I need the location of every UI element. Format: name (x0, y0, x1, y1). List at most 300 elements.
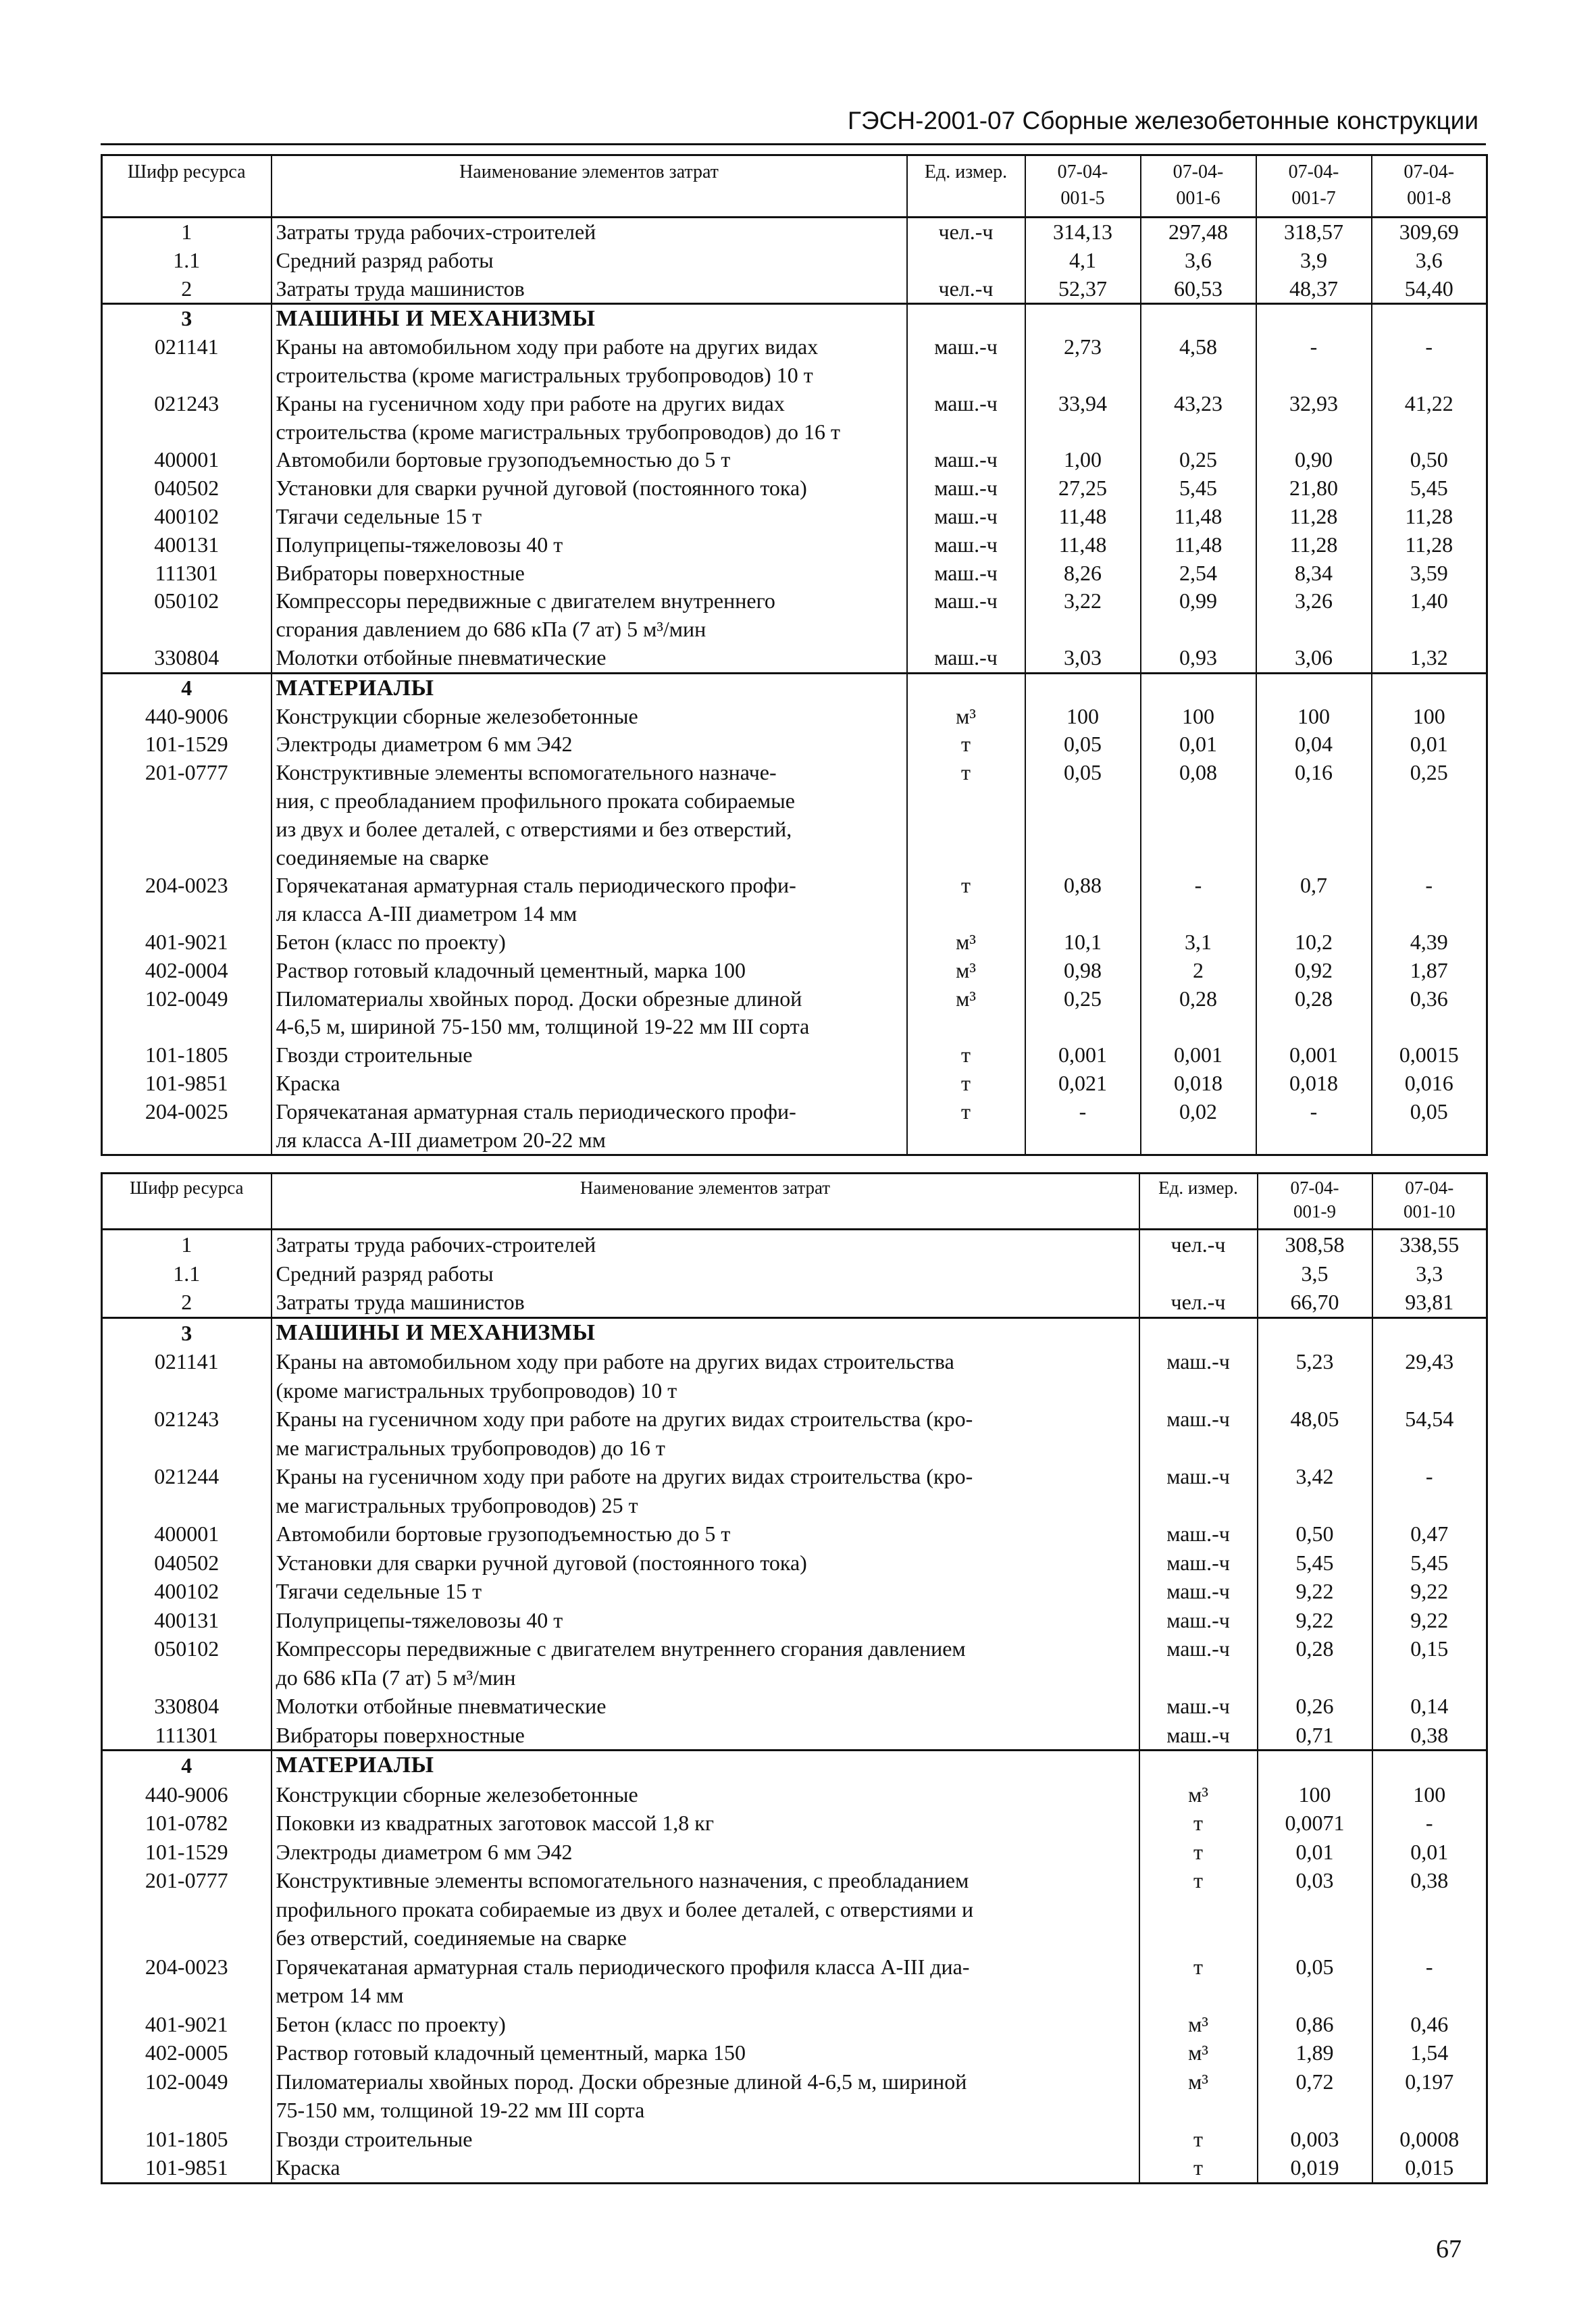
table-row (102, 1634, 1487, 1692)
value-cell: 3,22 (1025, 587, 1141, 644)
table-row (102, 1809, 1487, 1838)
value-cell: 0,001 (1025, 1041, 1141, 1070)
value-cell: 0,01 (1141, 730, 1256, 759)
resource-code: 400001 (102, 1519, 272, 1549)
section-heading-row (102, 1751, 1487, 1780)
section-heading-row (102, 304, 1487, 333)
value-cell: 3,5 (1258, 1259, 1372, 1288)
unit: маш.-ч (907, 559, 1025, 588)
value-cell: - (1372, 1462, 1487, 1519)
table-row (102, 1692, 1487, 1721)
value-cell: 4,39 (1372, 928, 1487, 957)
value-cell: 48,37 (1256, 275, 1372, 304)
table-row (102, 2153, 1487, 2183)
cost-element-name: Пиломатериалы хвойных пород. Доски обрезные длиной 4-6,5 м, шириной 75-150 мм, толщиной 19-22 мм III сорта (272, 985, 907, 1042)
value-cell: 3,3 (1372, 1259, 1487, 1288)
value-cell: 5,45 (1141, 474, 1256, 503)
cost-element-name: Автомобили бортовые грузоподъемностью до 5 т (272, 446, 907, 474)
cost-element-name: Поковки из квадратных заготовок массой 1,8 кг (272, 1809, 1139, 1838)
header-column: 07-04- 001-5 (1025, 155, 1141, 218)
value-cell: 3,59 (1372, 559, 1487, 588)
value-cell: 100 (1141, 703, 1256, 731)
value-cell: 0,28 (1256, 985, 1372, 1042)
table-row (102, 1070, 1487, 1098)
value-cell (1141, 673, 1256, 702)
value-cell: 0,01 (1372, 1838, 1487, 1867)
resource-code: 330804 (102, 644, 272, 673)
table-row (102, 1606, 1487, 1635)
value-cell: 11,28 (1256, 503, 1372, 531)
cost-element-name: Затраты труда машинистов (272, 1288, 1139, 1317)
unit: чел.-ч (907, 218, 1025, 247)
unit: т (1139, 1866, 1258, 1953)
unit: т (1139, 1809, 1258, 1838)
cost-element-name: Горячекатаная арматурная сталь периодического профи- ля класса А-III диаметром 20-22 мм (272, 1098, 907, 1155)
cost-element-name: Полуприцепы-тяжеловозы 40 т (272, 531, 907, 559)
value-cell: 11,48 (1141, 531, 1256, 559)
value-cell: 33,94 (1025, 390, 1141, 447)
value-cell: 0,05 (1025, 730, 1141, 759)
value-cell: 3,6 (1372, 247, 1487, 275)
resource-code: 1 (102, 218, 272, 247)
page-number: 67 (1436, 2235, 1462, 2263)
value-cell: 0,018 (1256, 1070, 1372, 1098)
value-cell: 43,23 (1141, 390, 1256, 447)
value-cell: - (1025, 1098, 1141, 1155)
table-row (102, 1098, 1487, 1155)
table-row (102, 1866, 1487, 1953)
table-row (102, 1230, 1487, 1259)
value-cell: 0,25 (1141, 446, 1256, 474)
value-cell (1256, 673, 1372, 702)
value-cell: 1,00 (1025, 446, 1141, 474)
resource-code: 102-0049 (102, 985, 272, 1042)
value-cell: 9,22 (1258, 1577, 1372, 1606)
unit: чел.-ч (1139, 1288, 1258, 1317)
value-cell: 11,28 (1256, 531, 1372, 559)
cost-element-name: Компрессоры передвижные с двигателем внутреннего сгорания давлением до 686 кПа (7 ат) 5 м³/мин (272, 1634, 1139, 1692)
value-cell (1372, 673, 1487, 702)
value-cell: 0,15 (1372, 1634, 1487, 1692)
unit: маш.-ч (1139, 1519, 1258, 1549)
table-row (102, 531, 1487, 559)
value-cell: 314,13 (1025, 218, 1141, 247)
value-cell: 0,0015 (1372, 1041, 1487, 1070)
section-code: 3 (102, 304, 272, 333)
unit: м³ (907, 703, 1025, 731)
value-cell: 32,93 (1256, 390, 1372, 447)
cost-element-name: Тягачи седельные 15 т (272, 1577, 1139, 1606)
value-cell: 0,50 (1258, 1519, 1372, 1549)
table-header (102, 155, 1487, 218)
header-code: Шифр ресурса (102, 1174, 272, 1230)
unit: маш.-ч (907, 587, 1025, 644)
value-cell: 8,26 (1025, 559, 1141, 588)
value-cell: 0,99 (1141, 587, 1256, 644)
value-cell: 5,45 (1258, 1549, 1372, 1578)
resource-code: 201-0777 (102, 759, 272, 872)
value-cell (1025, 673, 1141, 702)
unit: маш.-ч (1139, 1721, 1258, 1751)
cost-group (102, 1751, 1487, 2184)
value-cell: 0,28 (1258, 1634, 1372, 1692)
value-cell: 0,25 (1372, 759, 1487, 872)
unit: чел.-ч (1139, 1230, 1258, 1259)
cost-element-name: Гвозди строительные (272, 1041, 907, 1070)
cost-group (102, 673, 1487, 1155)
cost-element-name: Автомобили бортовые грузоподъемностью до 5 т (272, 1519, 1139, 1549)
table-row (102, 1405, 1487, 1462)
cost-element-name: Конструкции сборные железобетонные (272, 703, 907, 731)
value-cell: 10,1 (1025, 928, 1141, 957)
resource-code: 050102 (102, 1634, 272, 1692)
value-cell: 9,22 (1372, 1577, 1487, 1606)
unit: м³ (907, 985, 1025, 1042)
value-cell: 0,38 (1372, 1721, 1487, 1751)
cost-element-name: Компрессоры передвижные с двигателем внутреннего сгорания давлением до 686 кПа (7 ат) 5 м³/мин (272, 587, 907, 644)
value-cell: 11,48 (1025, 503, 1141, 531)
value-cell: 308,58 (1258, 1230, 1372, 1259)
value-cell: 0,36 (1372, 985, 1487, 1042)
header-unit: Ед. измер. (1139, 1174, 1258, 1230)
value-cell: 66,70 (1258, 1288, 1372, 1317)
value-cell: 21,80 (1256, 474, 1372, 503)
header-unit: Ед. измер. (907, 155, 1025, 218)
cost-element-name: Средний разряд работы (272, 1259, 1139, 1288)
value-cell: 100 (1025, 703, 1141, 731)
resource-code: 201-0777 (102, 1866, 272, 1953)
value-cell: 0,93 (1141, 644, 1256, 673)
resource-code: 101-1805 (102, 1041, 272, 1070)
table-row (102, 390, 1487, 447)
header-column: 07-04- 001-9 (1258, 1174, 1372, 1230)
table-row (102, 1721, 1487, 1751)
cost-table-2 (101, 1172, 1488, 2184)
resource-code: 400131 (102, 1606, 272, 1635)
resource-code: 401-9021 (102, 928, 272, 957)
value-cell: - (1256, 333, 1372, 390)
unit: маш.-ч (907, 644, 1025, 673)
table-header (102, 1174, 1487, 1230)
table-row (102, 1347, 1487, 1405)
unit: маш.-ч (907, 333, 1025, 390)
header-column: 07-04- 001-6 (1141, 155, 1256, 218)
value-cell: 3,9 (1256, 247, 1372, 275)
value-cell: 0,50 (1372, 446, 1487, 474)
value-cell: 100 (1258, 1780, 1372, 1809)
value-cell: 3,6 (1141, 247, 1256, 275)
cost-element-name: Горячекатаная арматурная сталь периодического профи- ля класса А-III диаметром 14 мм (272, 872, 907, 928)
value-cell: - (1372, 333, 1487, 390)
table-row (102, 1462, 1487, 1519)
table-row (102, 1780, 1487, 1809)
value-cell: 5,45 (1372, 474, 1487, 503)
cost-table-1 (101, 154, 1488, 1156)
cost-element-name: Молотки отбойные пневматические (272, 1692, 1139, 1721)
cost-group (102, 1317, 1487, 1751)
table-row (102, 1259, 1487, 1288)
table-row (102, 1041, 1487, 1070)
cost-element-name: Электроды диаметром 6 мм Э42 (272, 1838, 1139, 1867)
value-cell: 9,22 (1372, 1606, 1487, 1635)
value-cell: 60,53 (1141, 275, 1256, 304)
header-row (102, 1174, 1487, 1230)
value-cell: - (1256, 1098, 1372, 1155)
cost-element-name: Установки для сварки ручной дуговой (постоянного тока) (272, 474, 907, 503)
value-cell: 3,1 (1141, 928, 1256, 957)
table-row (102, 644, 1487, 673)
cost-element-name: Затраты труда рабочих-строителей (272, 218, 907, 247)
value-cell: 297,48 (1141, 218, 1256, 247)
header-column: 07-04- 001-7 (1256, 155, 1372, 218)
cost-element-name: Бетон (класс по проекту) (272, 928, 907, 957)
cost-element-name: Молотки отбойные пневматические (272, 644, 907, 673)
value-cell: 0,001 (1256, 1041, 1372, 1070)
cost-group (102, 1230, 1487, 1318)
cost-element-name: Вибраторы поверхностные (272, 559, 907, 588)
value-cell: - (1372, 1953, 1487, 2010)
value-cell (1025, 304, 1141, 333)
value-cell: 0,03 (1258, 1866, 1372, 1953)
value-cell: 0,38 (1372, 1866, 1487, 1953)
resource-code: 111301 (102, 559, 272, 588)
resource-code: 021141 (102, 1347, 272, 1405)
resource-code: 402-0005 (102, 2038, 272, 2067)
cost-element-name: Краны на гусеничном ходу при работе на других видах строительства (кроме магистральных трубопроводов) до 16 т (272, 390, 907, 447)
table-row (102, 275, 1487, 304)
cost-element-name: Средний разряд работы (272, 247, 907, 275)
resource-code: 040502 (102, 1549, 272, 1578)
value-cell: 29,43 (1372, 1347, 1487, 1405)
value-cell: 41,22 (1372, 390, 1487, 447)
value-cell: 11,48 (1141, 503, 1256, 531)
unit (907, 673, 1025, 702)
section-heading: МАТЕРИАЛЫ (272, 673, 907, 702)
unit: маш.-ч (1139, 1606, 1258, 1635)
table-row (102, 1549, 1487, 1578)
value-cell: 0,0071 (1258, 1809, 1372, 1838)
section-code: 4 (102, 673, 272, 702)
unit: маш.-ч (907, 503, 1025, 531)
table-row (102, 2038, 1487, 2067)
section-heading: МАШИНЫ И МЕХАНИЗМЫ (272, 1317, 1139, 1347)
header-name: Наименование элементов затрат (272, 155, 907, 218)
unit (1139, 1317, 1258, 1347)
cost-element-name: Тягачи седельные 15 т (272, 503, 907, 531)
unit: маш.-ч (907, 390, 1025, 447)
table-row (102, 218, 1487, 247)
table-row (102, 1953, 1487, 2010)
unit: т (907, 759, 1025, 872)
resource-code: 101-9851 (102, 2153, 272, 2183)
value-cell: 2,73 (1025, 333, 1141, 390)
value-cell: 1,89 (1258, 2038, 1372, 2067)
unit (1139, 1259, 1258, 1288)
header-rule (101, 143, 1486, 145)
value-cell: 0,7 (1256, 872, 1372, 928)
value-cell: 54,40 (1372, 275, 1487, 304)
cost-element-name: Пиломатериалы хвойных пород. Доски обрезные длиной 4-6,5 м, шириной 75-150 мм, толщиной 19-22 мм III сорта (272, 2067, 1139, 2125)
value-cell: 54,54 (1372, 1405, 1487, 1462)
value-cell: 0,28 (1141, 985, 1256, 1042)
cost-element-name: Установки для сварки ручной дуговой (постоянного тока) (272, 1549, 1139, 1578)
header-row (102, 155, 1487, 218)
unit: маш.-ч (1139, 1462, 1258, 1519)
cost-element-name: Краны на гусеничном ходу при работе на других видах строительства (кро- ме магистральных трубопроводов) до 16 т (272, 1405, 1139, 1462)
value-cell: 0,197 (1372, 2067, 1487, 2125)
value-cell: 0,001 (1141, 1041, 1256, 1070)
running-header: ГЭСН-2001-07 Сборные железобетонные конструкции (848, 107, 1478, 134)
value-cell: 0,0008 (1372, 2125, 1487, 2154)
cost-element-name: Бетон (класс по проекту) (272, 2010, 1139, 2039)
unit: маш.-ч (1139, 1577, 1258, 1606)
value-cell: 100 (1372, 703, 1487, 731)
resource-code: 2 (102, 275, 272, 304)
table-row (102, 872, 1487, 928)
unit: т (1139, 1838, 1258, 1867)
value-cell: - (1372, 872, 1487, 928)
section-heading: МАТЕРИАЛЫ (272, 1751, 1139, 1780)
resource-code: 021141 (102, 333, 272, 390)
value-cell: 0,92 (1256, 957, 1372, 985)
resource-code: 204-0023 (102, 1953, 272, 2010)
value-cell: 1,87 (1372, 957, 1487, 985)
resource-code: 101-9851 (102, 1070, 272, 1098)
value-cell: 4,58 (1141, 333, 1256, 390)
value-cell: 0,14 (1372, 1692, 1487, 1721)
table-row (102, 247, 1487, 275)
table-row (102, 559, 1487, 588)
value-cell: 9,22 (1258, 1606, 1372, 1635)
value-cell: 0,01 (1372, 730, 1487, 759)
value-cell (1256, 304, 1372, 333)
resource-code: 401-9021 (102, 2010, 272, 2039)
unit: т (1139, 1953, 1258, 2010)
cost-element-name: Затраты труда рабочих-строителей (272, 1230, 1139, 1259)
section-heading-row (102, 1317, 1487, 1347)
unit: чел.-ч (907, 275, 1025, 304)
value-cell: 0,71 (1258, 1721, 1372, 1751)
cost-element-name: Краны на автомобильном ходу при работе на других видах строительства (кроме магистральных трубопроводов) 10 т (272, 333, 907, 390)
value-cell: 100 (1372, 1780, 1487, 1809)
cost-element-name: Краска (272, 2153, 1139, 2183)
resource-code: 040502 (102, 474, 272, 503)
value-cell: 5,45 (1372, 1549, 1487, 1578)
value-cell: 0,90 (1256, 446, 1372, 474)
value-cell: 3,03 (1025, 644, 1141, 673)
resource-code: 021243 (102, 390, 272, 447)
cost-element-name: Раствор готовый кладочный цементный, марка 100 (272, 957, 907, 985)
resource-code: 021244 (102, 1462, 272, 1519)
table-row (102, 333, 1487, 390)
value-cell: 1,54 (1372, 2038, 1487, 2067)
value-cell: 318,57 (1256, 218, 1372, 247)
value-cell: 0,86 (1258, 2010, 1372, 2039)
value-cell (1141, 304, 1256, 333)
resource-code: 021243 (102, 1405, 272, 1462)
section-code: 4 (102, 1751, 272, 1780)
unit: т (1139, 2125, 1258, 2154)
value-cell (1258, 1317, 1372, 1347)
value-cell: 3,26 (1256, 587, 1372, 644)
cost-group (102, 218, 1487, 304)
value-cell: 0,26 (1258, 1692, 1372, 1721)
resource-code: 102-0049 (102, 2067, 272, 2125)
unit: т (907, 872, 1025, 928)
value-cell: 48,05 (1258, 1405, 1372, 1462)
resource-code: 1.1 (102, 247, 272, 275)
cost-element-name: Конструктивные элементы вспомогательного назначе- ния, с преобладанием профильного проката собираемые из двух и более деталей, с отверстиями и без отверстий, соединяемые на сварке (272, 759, 907, 872)
value-cell: - (1372, 1809, 1487, 1838)
value-cell: 0,72 (1258, 2067, 1372, 2125)
cost-element-name: Горячекатаная арматурная сталь периодического профиля класса А-III диа- метром 14 мм (272, 1953, 1139, 2010)
header-name: Наименование элементов затрат (272, 1174, 1139, 1230)
value-cell: 338,55 (1372, 1230, 1487, 1259)
value-cell: 0,05 (1372, 1098, 1487, 1155)
resource-code: 204-0023 (102, 872, 272, 928)
unit: маш.-ч (1139, 1692, 1258, 1721)
value-cell: 2 (1141, 957, 1256, 985)
cost-group (102, 304, 1487, 673)
header-code: Шифр ресурса (102, 155, 272, 218)
cost-element-name: Затраты труда машинистов (272, 275, 907, 304)
table-row (102, 1577, 1487, 1606)
cost-element-name: Вибраторы поверхностные (272, 1721, 1139, 1751)
table-row (102, 503, 1487, 531)
resource-code: 1.1 (102, 1259, 272, 1288)
cost-element-name: Краны на гусеничном ходу при работе на других видах строительства (кро- ме магистральных трубопроводов) 25 т (272, 1462, 1139, 1519)
value-cell: 93,81 (1372, 1288, 1487, 1317)
value-cell: 27,25 (1025, 474, 1141, 503)
value-cell: 1,32 (1372, 644, 1487, 673)
cost-element-name: Конструкции сборные железобетонные (272, 1780, 1139, 1809)
resource-code: 402-0004 (102, 957, 272, 985)
table-row (102, 1288, 1487, 1317)
section-heading-row (102, 673, 1487, 702)
unit: т (907, 730, 1025, 759)
value-cell: 52,37 (1025, 275, 1141, 304)
value-cell: 0,47 (1372, 1519, 1487, 1549)
value-cell (1372, 304, 1487, 333)
value-cell: 0,021 (1025, 1070, 1141, 1098)
unit: маш.-ч (1139, 1347, 1258, 1405)
cost-element-name: Конструктивные элементы вспомогательного назначения, с преобладанием профильного проката собираемые из двух и более деталей, с отверстиями и без отверстий, соединяемые на сварке (272, 1866, 1139, 1953)
table-row (102, 730, 1487, 759)
unit: маш.-ч (907, 474, 1025, 503)
value-cell (1258, 1751, 1372, 1780)
table-row (102, 1519, 1487, 1549)
value-cell: 0,88 (1025, 872, 1141, 928)
unit (907, 304, 1025, 333)
resource-code: 204-0025 (102, 1098, 272, 1155)
value-cell: 0,018 (1141, 1070, 1256, 1098)
value-cell: 0,04 (1256, 730, 1372, 759)
cost-element-name: Краны на автомобильном ходу при работе на других видах строительства (кроме магистральных трубопроводов) 10 т (272, 1347, 1139, 1405)
value-cell: 309,69 (1372, 218, 1487, 247)
table-row (102, 957, 1487, 985)
resource-code: 400102 (102, 1577, 272, 1606)
value-cell: 0,01 (1258, 1838, 1372, 1867)
table-row (102, 2010, 1487, 2039)
value-cell: 11,28 (1372, 503, 1487, 531)
resource-code: 101-1529 (102, 1838, 272, 1867)
resource-code: 1 (102, 1230, 272, 1259)
unit: маш.-ч (907, 531, 1025, 559)
value-cell: 0,46 (1372, 2010, 1487, 2039)
value-cell: 3,06 (1256, 644, 1372, 673)
value-cell: 0,02 (1141, 1098, 1256, 1155)
cost-element-name: Раствор готовый кладочный цементный, марка 150 (272, 2038, 1139, 2067)
